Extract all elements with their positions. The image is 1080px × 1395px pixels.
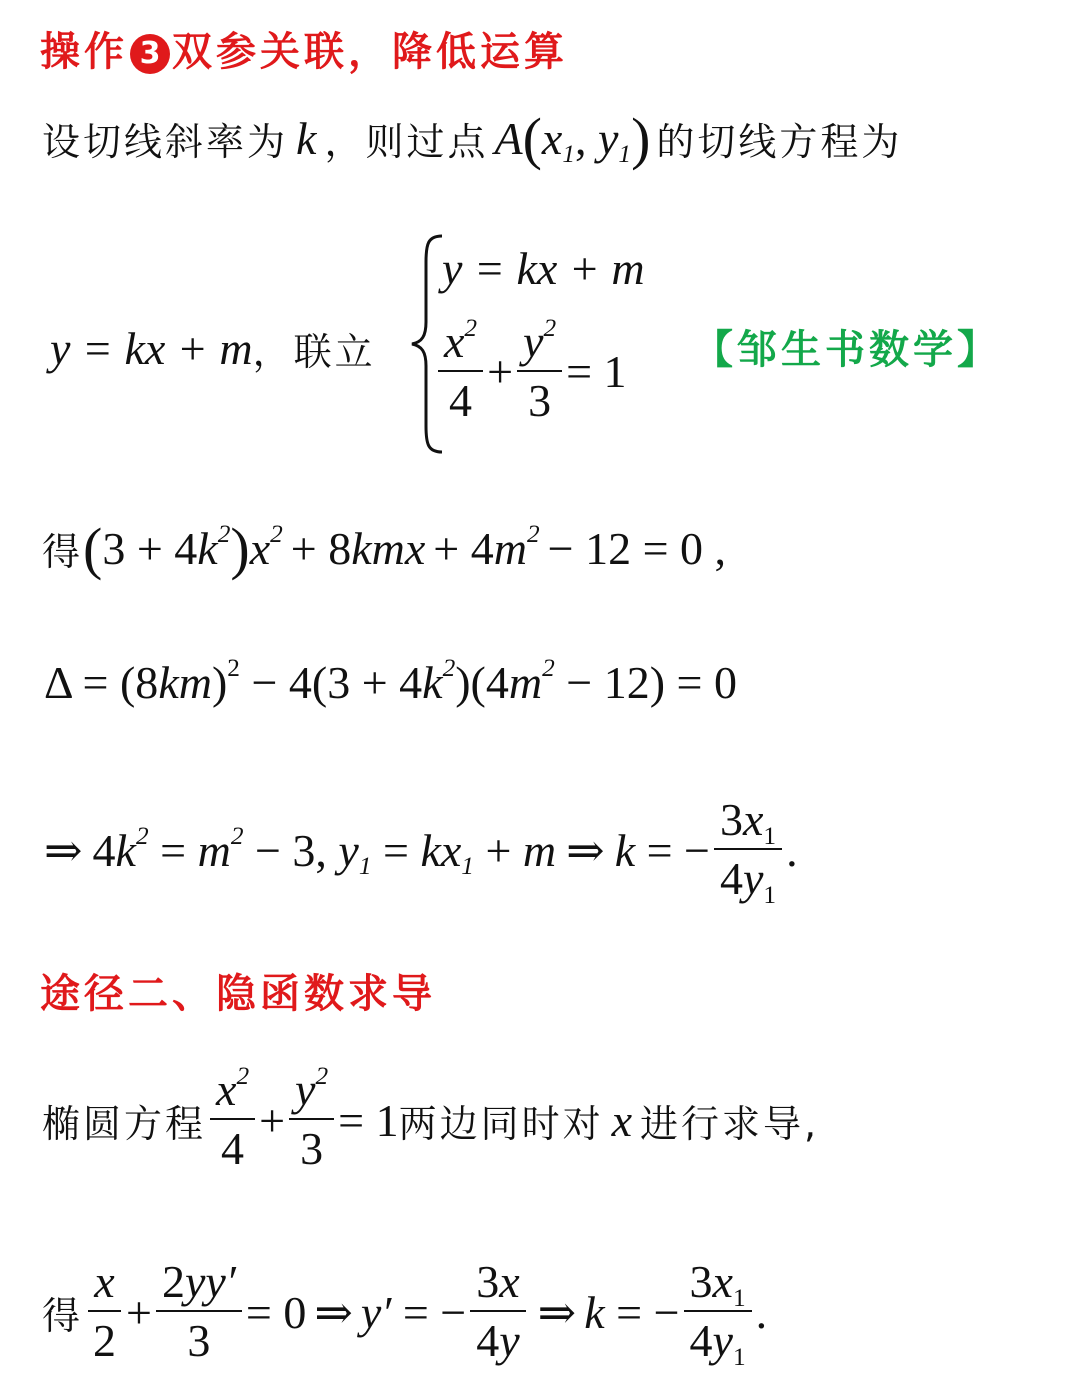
- term-m2-b: $m^2$: [197, 822, 244, 876]
- coef-4: 4: [92, 824, 116, 876]
- text-differentiate: 进行求导,: [640, 1101, 820, 1146]
- comma-sep: ,: [574, 112, 598, 164]
- term-kmx: kmx: [351, 522, 426, 574]
- paren-close-2: ): [230, 515, 250, 581]
- term-k-final: k: [584, 1286, 605, 1338]
- text-set-slope: 设切线斜率为: [42, 119, 289, 164]
- term-paren-4: )(4: [455, 656, 509, 708]
- text-comma-2: ，: [252, 329, 294, 374]
- var-k: k: [296, 112, 317, 164]
- term-y1: $y_1$: [338, 824, 372, 881]
- term-kx1: $kx_1$: [420, 824, 474, 881]
- line-slope-result: [44, 790, 798, 910]
- term-k2: $k^2$: [422, 654, 456, 708]
- term-paren-sq: )$^2$: [211, 654, 240, 708]
- line-discriminant: [44, 652, 737, 712]
- plus-sign: +: [487, 346, 514, 398]
- line-implicit-result: [42, 1252, 767, 1372]
- equation-line: y = kx + m: [50, 322, 253, 374]
- plus-2: +: [473, 824, 523, 876]
- plus-sign-b: +: [259, 1094, 286, 1146]
- term-y-prime: y′: [360, 1286, 392, 1338]
- term-k2-b: $k^2$: [115, 822, 149, 876]
- equals-minus-2: = −: [391, 1286, 467, 1338]
- var-y1: $y_1$: [597, 112, 632, 169]
- period-2: .: [755, 1286, 768, 1338]
- implies-arrow-icon-2: ⇒: [566, 825, 605, 876]
- plus-sign-c: +: [126, 1286, 152, 1338]
- heading-prefix: 操作: [40, 29, 128, 75]
- fraction-3x-over-4y: $\frac{3x}{4y}$: [470, 1257, 525, 1366]
- implies-arrow-icon-4: ⇒: [537, 1287, 577, 1338]
- text-get: 得: [42, 529, 84, 574]
- var-x1: $x_1$: [541, 112, 575, 169]
- fraction-x-over-2: $\frac{x}{2}$: [87, 1257, 122, 1366]
- term-m-squared: $m^2$: [493, 520, 540, 574]
- text-tangent-equation: 的切线方程为: [656, 119, 903, 164]
- text-simultaneous: 联立: [293, 329, 376, 374]
- fraction-2yy-over-3: $\frac{2yy'}{3}$: [156, 1257, 242, 1366]
- fraction-3x1-over-4y1: $\frac{3x_1}{4y_1}$: [714, 795, 782, 904]
- paren-open-2: (: [83, 515, 103, 581]
- equals-2: =: [371, 824, 421, 876]
- term-m: m: [522, 824, 557, 876]
- text-comma: ，: [324, 119, 366, 164]
- equals-zero: = 0: [245, 1286, 307, 1338]
- term-3-plus-4: 3 + 4: [102, 522, 198, 574]
- system-eq-1: y = kx + m: [442, 243, 645, 294]
- minus-3: − 3,: [243, 824, 339, 876]
- implies-arrow-icon-3: ⇒: [314, 1287, 353, 1338]
- paren-open: (: [522, 105, 542, 171]
- equals-minus: = −: [635, 824, 710, 876]
- period: .: [786, 824, 798, 876]
- heading-title: 双参关联，降低运算: [172, 29, 568, 75]
- equals-one-b: = 1: [338, 1094, 399, 1146]
- delta-start: Δ = (8: [44, 656, 159, 708]
- term-minus-12-zero: − 12) = 0: [554, 656, 737, 708]
- var-x: x: [611, 1094, 633, 1146]
- system-eq-2: [434, 313, 627, 426]
- heading-route-2: 途径二、隐函数求导: [40, 971, 436, 1017]
- text-both-sides: 两边同时对: [398, 1101, 604, 1146]
- text-through-point: 则过点: [365, 119, 489, 164]
- line-tangent-slope: [42, 105, 903, 171]
- point-A: A: [494, 112, 523, 164]
- watermark-label: 【邹生书数学】: [693, 327, 1001, 373]
- term-k-squared: $k^2$: [197, 520, 231, 574]
- term-plus-8: + 8: [290, 522, 352, 574]
- term-minus-12: − 12 = 0 ,: [547, 522, 727, 574]
- implies-arrow-icon: ⇒: [44, 825, 83, 876]
- fraction-x2-over-4: $\frac{x^2}{4}$: [438, 317, 483, 426]
- term-x-squared: $x^2$: [249, 520, 283, 574]
- equals-minus-3: = −: [604, 1286, 680, 1338]
- term-k-result: k: [614, 824, 636, 876]
- number-3-badge-icon: 3: [130, 34, 170, 74]
- fraction-y2-over-3: $\frac{y^2}{3}$: [517, 317, 562, 426]
- term-m2: $m^2$: [508, 654, 555, 708]
- term-plus-4: + 4: [433, 522, 494, 574]
- equation-system: [408, 232, 708, 457]
- equals-one: = 1: [566, 346, 627, 398]
- heading-operation-3: [40, 20, 568, 77]
- fraction-x2-over-4-b: $\frac{x^2}{4}$: [210, 1065, 255, 1174]
- text-ellipse-equation: 椭圆方程: [42, 1101, 207, 1146]
- term-minus-4: − 4(3 + 4: [239, 656, 423, 708]
- fraction-y2-over-3-b: $\frac{y^2}{3}$: [289, 1065, 334, 1174]
- fraction-3x1-over-4y1-b: $\frac{3x_1}{4y_1}$: [684, 1257, 752, 1366]
- line-quadratic: [42, 515, 727, 581]
- text-get-2: 得: [42, 1293, 84, 1338]
- equals: =: [148, 824, 198, 876]
- term-km: km: [158, 656, 212, 708]
- line-ellipse-derivative: [42, 1060, 819, 1180]
- line-tangent-form: [50, 318, 376, 378]
- paren-close: ): [631, 105, 651, 171]
